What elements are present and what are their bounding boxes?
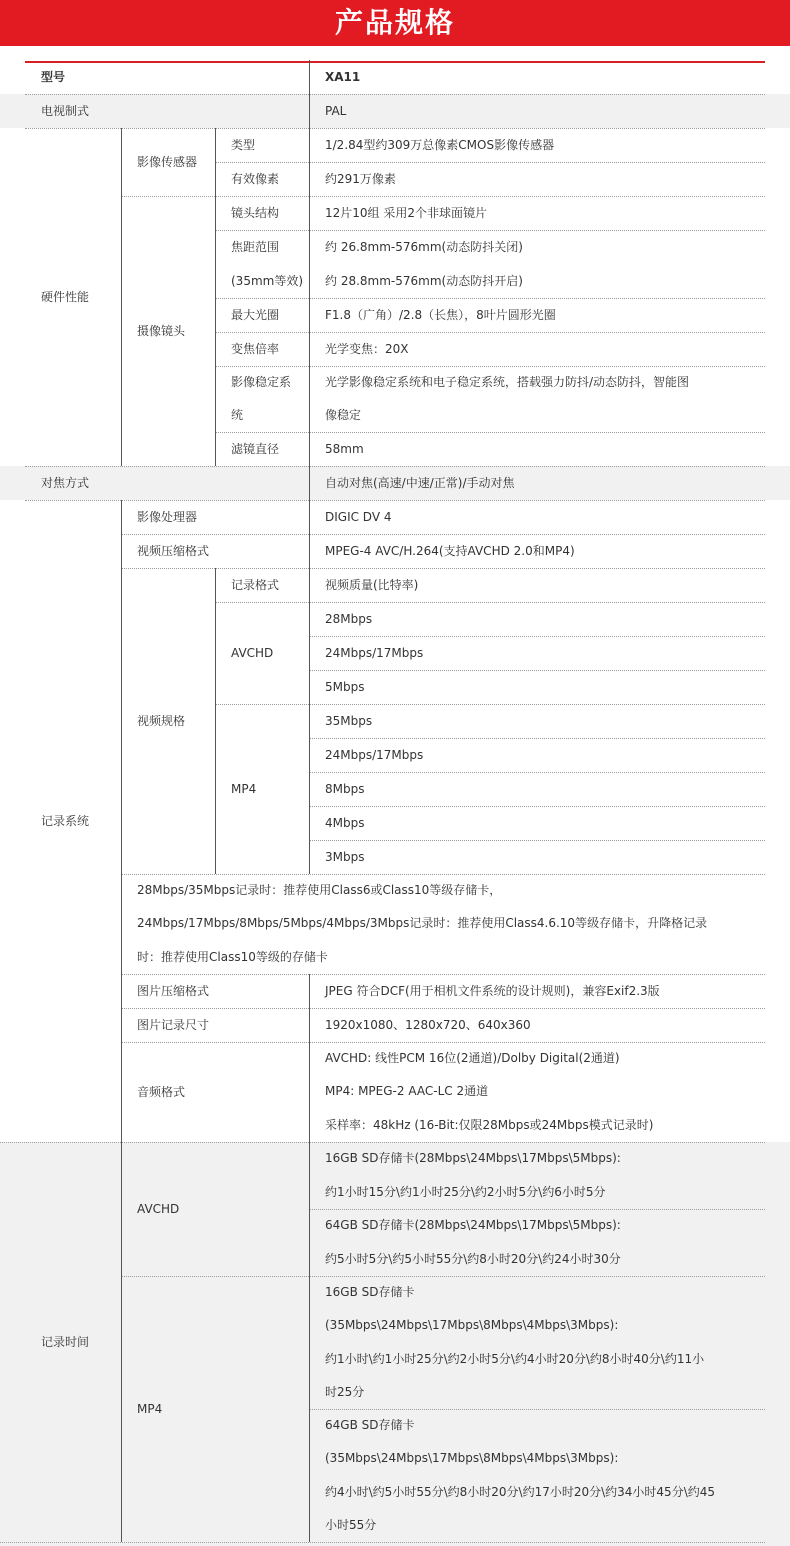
video-spec-label: 视频规格 bbox=[137, 714, 186, 728]
mp4-bitrate: 24Mbps/17Mbps bbox=[325, 748, 424, 762]
column-divider bbox=[121, 1142, 122, 1542]
focal-range-value-on: 约 28.8mm-576mm(动态防抖开启) bbox=[325, 274, 523, 288]
recording-time-avchd-label: AVCHD bbox=[137, 1202, 180, 1216]
video-compression-label: 视频压缩格式 bbox=[137, 544, 210, 558]
audio-format-value: 采样率：48kHz (16-Bit:仅限28Mbps或24Mbps模式记录时) bbox=[325, 1117, 654, 1132]
focal-range-value-off: 约 26.8mm-576mm(动态防抖关闭) bbox=[325, 240, 523, 254]
storage-card-note: 时：推荐使用Class10等级的存储卡 bbox=[137, 949, 328, 964]
recording-system-label: 记录系统 bbox=[41, 814, 90, 828]
focus-value: 自动对焦(高速/中速/正常)/手动对焦 bbox=[325, 476, 515, 490]
stabilization-value: 光学影像稳定系统和电子稳定系统，搭载强力防抖/动态防抖，智能图 bbox=[325, 375, 690, 389]
image-size-label: 图片记录尺寸 bbox=[137, 1018, 210, 1032]
mp4-64gb-line: 64GB SD存储卡 bbox=[325, 1418, 415, 1432]
storage-card-note: 28Mbps/35Mbps记录时：推荐使用Class6或Class10等级存储卡， bbox=[137, 883, 502, 897]
record-format-label: 记录格式 bbox=[231, 578, 280, 592]
zoom-value: 光学变焦：20X bbox=[325, 342, 409, 356]
row-divider bbox=[0, 1542, 765, 1543]
page-banner-title: 产品规格 bbox=[0, 0, 790, 46]
model-value: XA11 bbox=[325, 70, 361, 84]
column-divider bbox=[121, 128, 122, 466]
column-divider bbox=[121, 500, 122, 1142]
avchd-16gb-times: 约1小时15分\约1小时25分\约2小时5分\约6小时5分 bbox=[325, 1184, 606, 1199]
aperture-label: 最大光圈 bbox=[231, 308, 280, 322]
recording-time-mp4-label: MP4 bbox=[137, 1402, 163, 1416]
image-compression-label: 图片压缩格式 bbox=[137, 984, 210, 998]
audio-format-value: AVCHD: 线性PCM 16位(2通道)/Dolby Digital(2通道) bbox=[325, 1051, 620, 1065]
zoom-label: 变焦倍率 bbox=[231, 342, 280, 356]
filter-diameter-label: 滤镜直径 bbox=[231, 442, 280, 456]
focal-range-label-equivalent: (35mm等效) bbox=[231, 274, 304, 288]
mp4-bitrate: 8Mbps bbox=[325, 782, 365, 796]
mp4-16gb-line: 16GB SD存储卡 bbox=[325, 1285, 415, 1299]
lens-structure-value: 12片10组 采用2个非球面镜片 bbox=[325, 206, 487, 220]
mp4-16gb-line: 约1小时\约1小时25分\约2小时5分\约4小时20分\约8小时40分\约11小 bbox=[325, 1351, 705, 1366]
mp4-bitrate: 4Mbps bbox=[325, 816, 365, 830]
audio-format-value: MP4: MPEG-2 AAC-LC 2通道 bbox=[325, 1084, 489, 1099]
stabilization-label-cont: 统 bbox=[231, 408, 244, 422]
mp4-bitrate: 3Mbps bbox=[325, 850, 365, 864]
avchd-bitrate: 28Mbps bbox=[325, 612, 373, 626]
focus-label: 对焦方式 bbox=[41, 476, 90, 490]
mp4-bitrate: 35Mbps bbox=[325, 714, 373, 728]
image-compression-value: JPEG 符合DCF(用于相机文件系统的设计规则)，兼容Exif2.3版 bbox=[325, 984, 660, 998]
mp4-64gb-line: 约4小时\约5小时55分\约8小时20分\约17小时20分\约34小时45分\约45 bbox=[325, 1484, 716, 1499]
column-divider bbox=[309, 1142, 310, 1542]
sensor-pixels-label: 有效像素 bbox=[231, 172, 280, 186]
stabilization-label: 影像稳定系 bbox=[231, 375, 292, 389]
sensor-label: 影像传感器 bbox=[137, 155, 198, 169]
processor-value: DIGIC DV 4 bbox=[325, 510, 392, 524]
aperture-value: F1.8（广角）/2.8（长焦），8叶片圆形光圈 bbox=[325, 308, 556, 322]
filter-diameter-value: 58mm bbox=[325, 442, 364, 456]
video-compression-value: MPEG-4 AVC/H.264(支持AVCHD 2.0和MP4) bbox=[325, 544, 575, 558]
avchd-64gb-header: 64GB SD存储卡(28Mbps\24Mbps\17Mbps\5Mbps): bbox=[325, 1218, 621, 1232]
mp4-64gb-line: (35Mbps\24Mbps\17Mbps\8Mbps\4Mbps\3Mbps): bbox=[325, 1451, 619, 1466]
tv-system-label: 电视制式 bbox=[41, 104, 90, 118]
processor-label: 影像处理器 bbox=[137, 510, 198, 524]
image-size-value: 1920x1080、1280x720、640x360 bbox=[325, 1018, 531, 1032]
lens-structure-label: 镜头结构 bbox=[231, 206, 280, 220]
lens-label: 摄像镜头 bbox=[137, 324, 186, 338]
recording-time-label: 记录时间 bbox=[41, 1335, 90, 1349]
avchd-bitrate: 24Mbps/17Mbps bbox=[325, 646, 424, 660]
focal-range-label: 焦距范围 bbox=[231, 240, 280, 254]
storage-card-note: 24Mbps/17Mbps/8Mbps/5Mbps/4Mbps/3Mbps记录时：推荐使用Class4.6.10等级存储卡，升降格记录 bbox=[137, 916, 708, 931]
record-format-value: 视频质量(比特率) bbox=[325, 578, 419, 592]
sensor-type-value: 1/2.84型约309万总像素CMOS影像传感器 bbox=[325, 138, 555, 152]
avchd-64gb-times: 约5小时5分\约5小时55分\约8小时20分\约24小时30分 bbox=[325, 1251, 621, 1266]
mp4-format-label: MP4 bbox=[231, 782, 257, 796]
sensor-pixels-value: 约291万像素 bbox=[325, 172, 396, 186]
column-divider bbox=[309, 974, 310, 1142]
column-divider bbox=[215, 128, 216, 466]
tv-system-value: PAL bbox=[325, 104, 347, 118]
stabilization-value-cont: 像稳定 bbox=[325, 408, 362, 422]
avchd-bitrate: 5Mbps bbox=[325, 680, 365, 694]
mp4-64gb-line: 小时55分 bbox=[325, 1517, 377, 1532]
audio-format-label: 音频格式 bbox=[137, 1085, 186, 1099]
mp4-16gb-line: 时25分 bbox=[325, 1384, 365, 1399]
avchd-16gb-header: 16GB SD存储卡(28Mbps\24Mbps\17Mbps\5Mbps): bbox=[325, 1151, 621, 1165]
column-divider bbox=[215, 568, 216, 874]
avchd-format-label: AVCHD bbox=[231, 646, 274, 660]
model-label: 型号 bbox=[41, 70, 66, 84]
mp4-16gb-line: (35Mbps\24Mbps\17Mbps\8Mbps\4Mbps\3Mbps): bbox=[325, 1318, 619, 1333]
hardware-label: 硬件性能 bbox=[41, 290, 90, 304]
column-divider bbox=[309, 60, 310, 874]
sensor-type-label: 类型 bbox=[231, 138, 256, 152]
